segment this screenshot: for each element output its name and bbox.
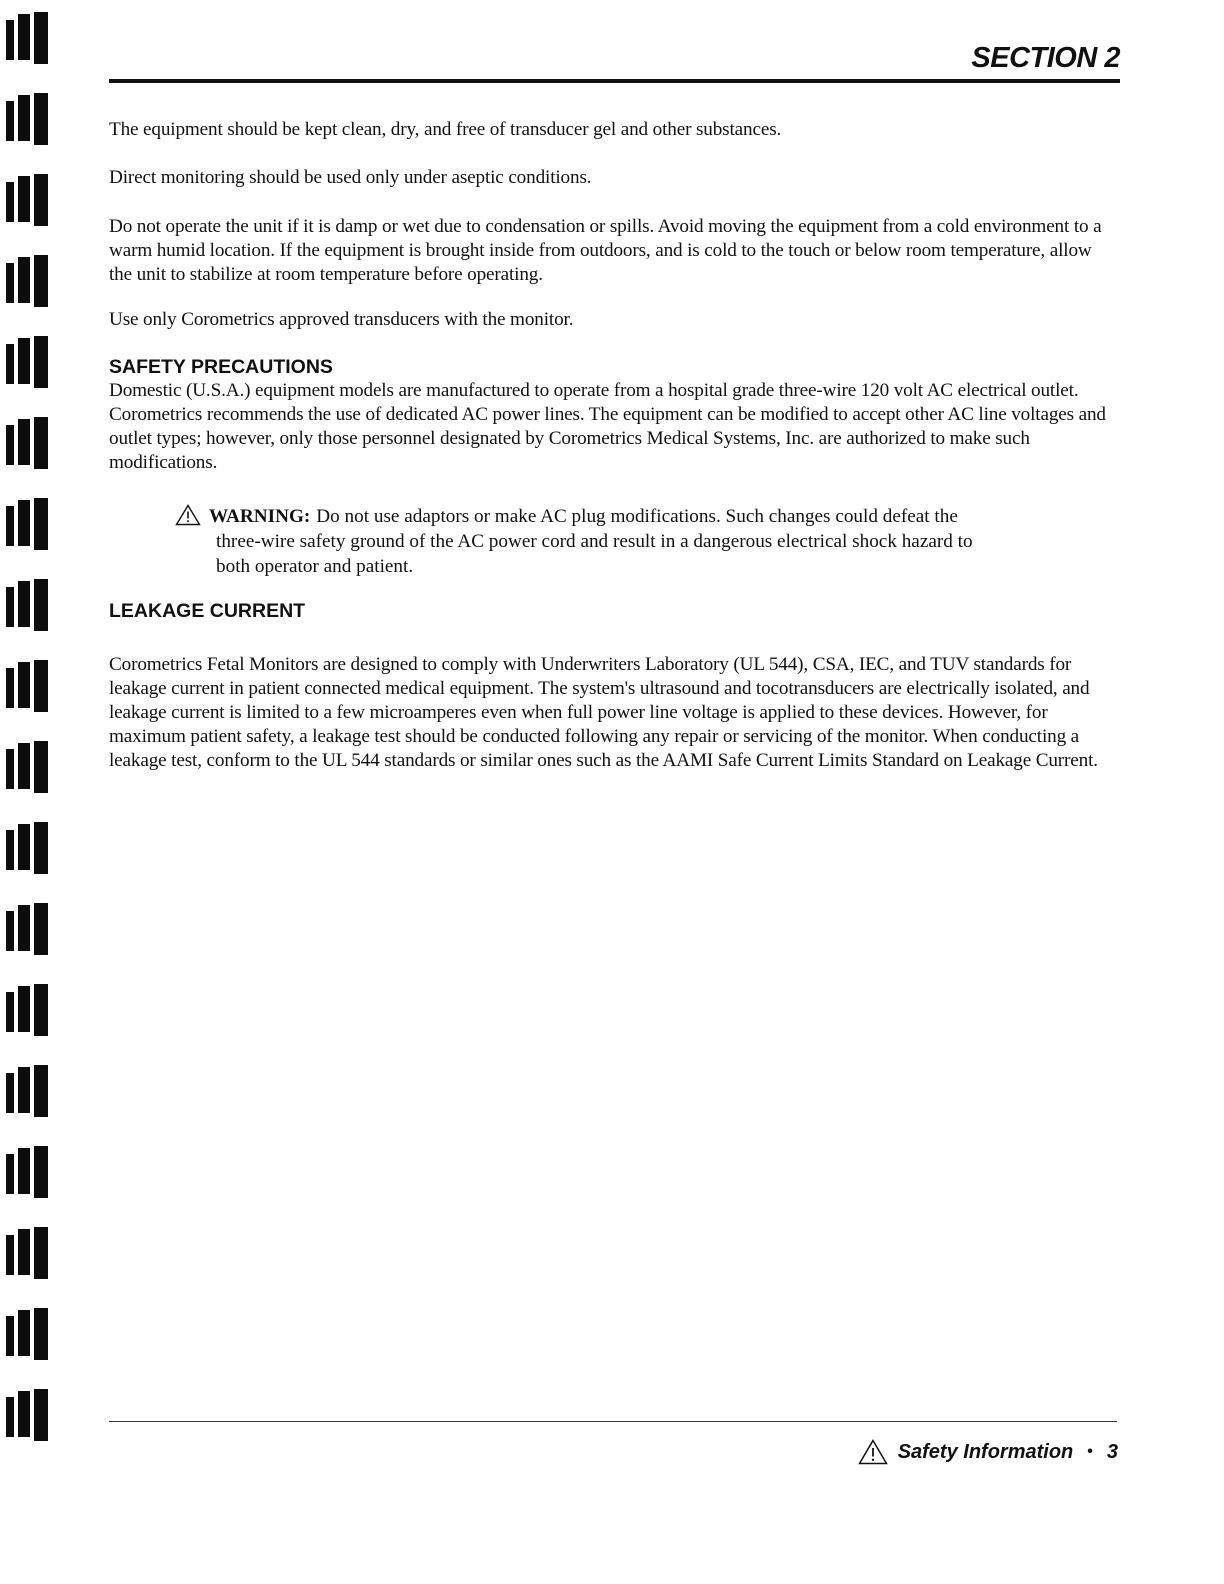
- binding-hole-icon: [4, 1385, 52, 1447]
- warning-note: [175, 504, 1005, 579]
- binding-hole-icon: [4, 251, 52, 313]
- page-number: 3: [1106, 1441, 1118, 1463]
- footer-title: Safety Information: [897, 1441, 1074, 1463]
- paragraph-leakage-current: Corometrics Fetal Monitors are designed to comply with Underwriters Laboratory (UL 544), CSA, IEC, and TUV standards for leakage current in patient connected medical equipment. The system's ultrasound and tocotransducers are electrically isolated, and leakage current is limited to a few microamperes even when full power line voltage is applied to these devices. However, for maximum patient safety, a leakage test should be conducted following any repair or servicing of the monitor. When conducting a leakage test, conform to the UL 544 standards or similar ones such as the AAMI Safe Current Limits Standard on Leakage Current.: [109, 654, 1098, 771]
- paragraph-condensation: Do not operate the unit if it is damp or wet due to condensation or spills. Avoid moving the equipment from a cold environment to a warm humid location. If the equipment is brought inside from outdoors, and is cold to the touch or below room temperature, allow the unit to stabilize at room temperature before operating.: [109, 216, 1102, 285]
- spiral-binding: [0, 0, 60, 1584]
- binding-hole-icon: [4, 1223, 52, 1285]
- paragraph-power-outlet: Domestic (U.S.A.) equipment models are manufactured to operate from a hospital grade three-wire 120 volt AC electrical outlet. Corometrics recommends the use of dedicated AC power lines. The equipment can be modified to accept other AC line voltages and outlet types; however, only those personnel designated by Corometrics Medical Systems, Inc. are authorized to make such modifications.: [109, 380, 1106, 473]
- binding-hole-icon: [4, 1304, 52, 1366]
- warning-triangle-icon: [858, 1439, 888, 1465]
- header-rule: [109, 79, 1120, 83]
- warning-label: WARNING:: [209, 506, 311, 527]
- binding-hole-icon: [4, 1142, 52, 1204]
- binding-hole-icon: [4, 332, 52, 394]
- binding-hole-icon: [4, 818, 52, 880]
- paragraph-transducers: Use only Corometrics approved transducers with the monitor.: [109, 309, 574, 330]
- warning-triangle-icon: [175, 504, 201, 526]
- binding-hole-icon: [4, 737, 52, 799]
- binding-hole-icon: [4, 8, 52, 70]
- binding-hole-icon: [4, 980, 52, 1042]
- safety-precautions-heading: SAFETY PRECAUTIONS: [109, 356, 333, 378]
- binding-hole-icon: [4, 89, 52, 151]
- section-heading: SECTION 2: [971, 42, 1120, 74]
- leakage-current-heading: LEAKAGE CURRENT: [109, 600, 306, 622]
- binding-hole-icon: [4, 899, 52, 961]
- warning-text-line1: Do not use adaptors or make AC plug modifications. Such changes could defeat the: [316, 506, 958, 527]
- binding-hole-icon: [4, 575, 52, 637]
- binding-hole-icon: [4, 413, 52, 475]
- binding-hole-icon: [4, 170, 52, 232]
- paragraph-aseptic: Direct monitoring should be used only under aseptic conditions.: [109, 167, 592, 188]
- paragraph-cleanliness: The equipment should be kept clean, dry, and free of transducer gel and other substances.: [109, 119, 782, 140]
- binding-hole-icon: [4, 1061, 52, 1123]
- page-footer: [858, 1437, 1118, 1467]
- binding-hole-icon: [4, 656, 52, 718]
- footer-bullet: •: [1087, 1443, 1093, 1460]
- footer-rule: [109, 1421, 1117, 1422]
- binding-hole-icon: [4, 494, 52, 556]
- warning-text-rest: three-wire safety ground of the AC power cord and result in a dangerous electrical shock hazard to both operator and patient.: [216, 531, 973, 577]
